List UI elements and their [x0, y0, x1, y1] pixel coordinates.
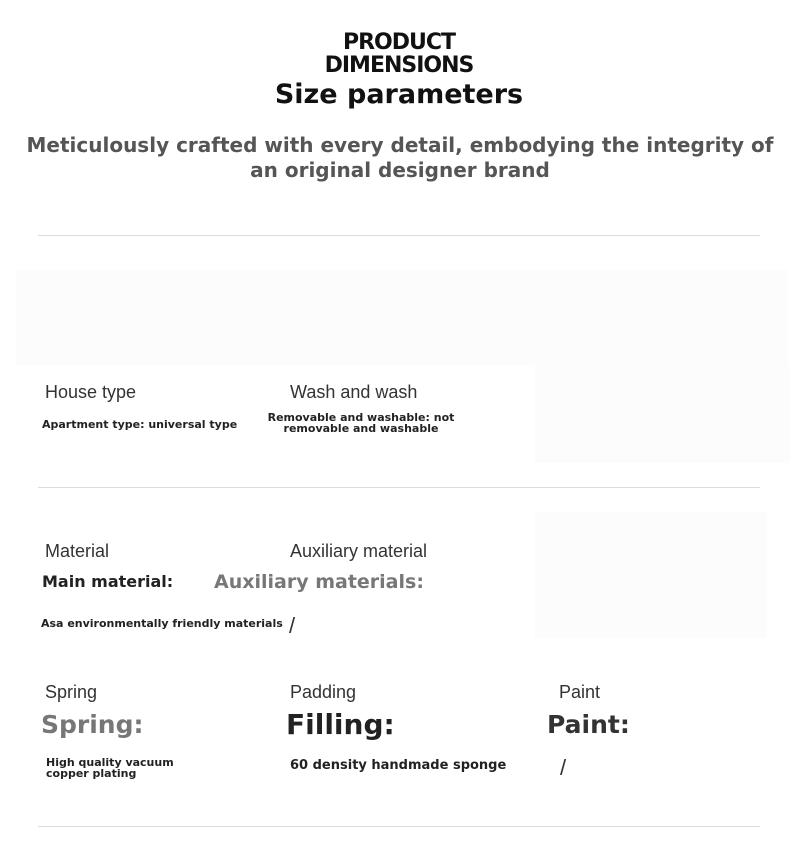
label-paint: Paint	[559, 682, 601, 702]
label-wash: Wash and wash	[290, 382, 418, 402]
value-wash: Removable and washable: not removable and washable	[267, 411, 455, 435]
divider-middle	[38, 487, 760, 488]
value-auxiliary: /	[289, 613, 296, 638]
title-product: PRODUCT	[342, 30, 456, 55]
tagline: Meticulously crafted with every detail, embodying the integrity of an original designer brand	[26, 133, 774, 182]
subtitle-size-parameters: Size parameters	[274, 79, 524, 110]
background-panel-right	[535, 365, 790, 463]
divider-bottom	[38, 826, 760, 827]
value-padding: 60 density handmade sponge	[290, 758, 507, 773]
heading-spring: Spring:	[41, 710, 144, 739]
heading-paint: Paint:	[547, 710, 630, 739]
heading-auxiliary-materials: Auxiliary materials:	[214, 571, 424, 593]
divider-top	[38, 235, 760, 236]
label-spring: Spring	[45, 682, 98, 702]
value-material: Asa environmentally friendly materials	[41, 617, 283, 630]
background-panel	[16, 270, 788, 365]
label-padding: Padding	[290, 682, 357, 702]
title-dimensions: DIMENSIONS	[324, 53, 474, 78]
value-house-type: Apartment type: universal type	[42, 418, 238, 431]
heading-filling: Filling:	[286, 708, 395, 741]
heading-main-material: Main material:	[42, 572, 174, 591]
background-panel-right-2	[535, 512, 767, 638]
value-paint: /	[560, 755, 567, 780]
value-spring: High quality vacuum copper plating	[46, 756, 174, 780]
label-auxiliary-material: Auxiliary material	[290, 541, 428, 561]
label-material: Material	[45, 541, 110, 561]
label-house-type: House type	[45, 382, 137, 402]
